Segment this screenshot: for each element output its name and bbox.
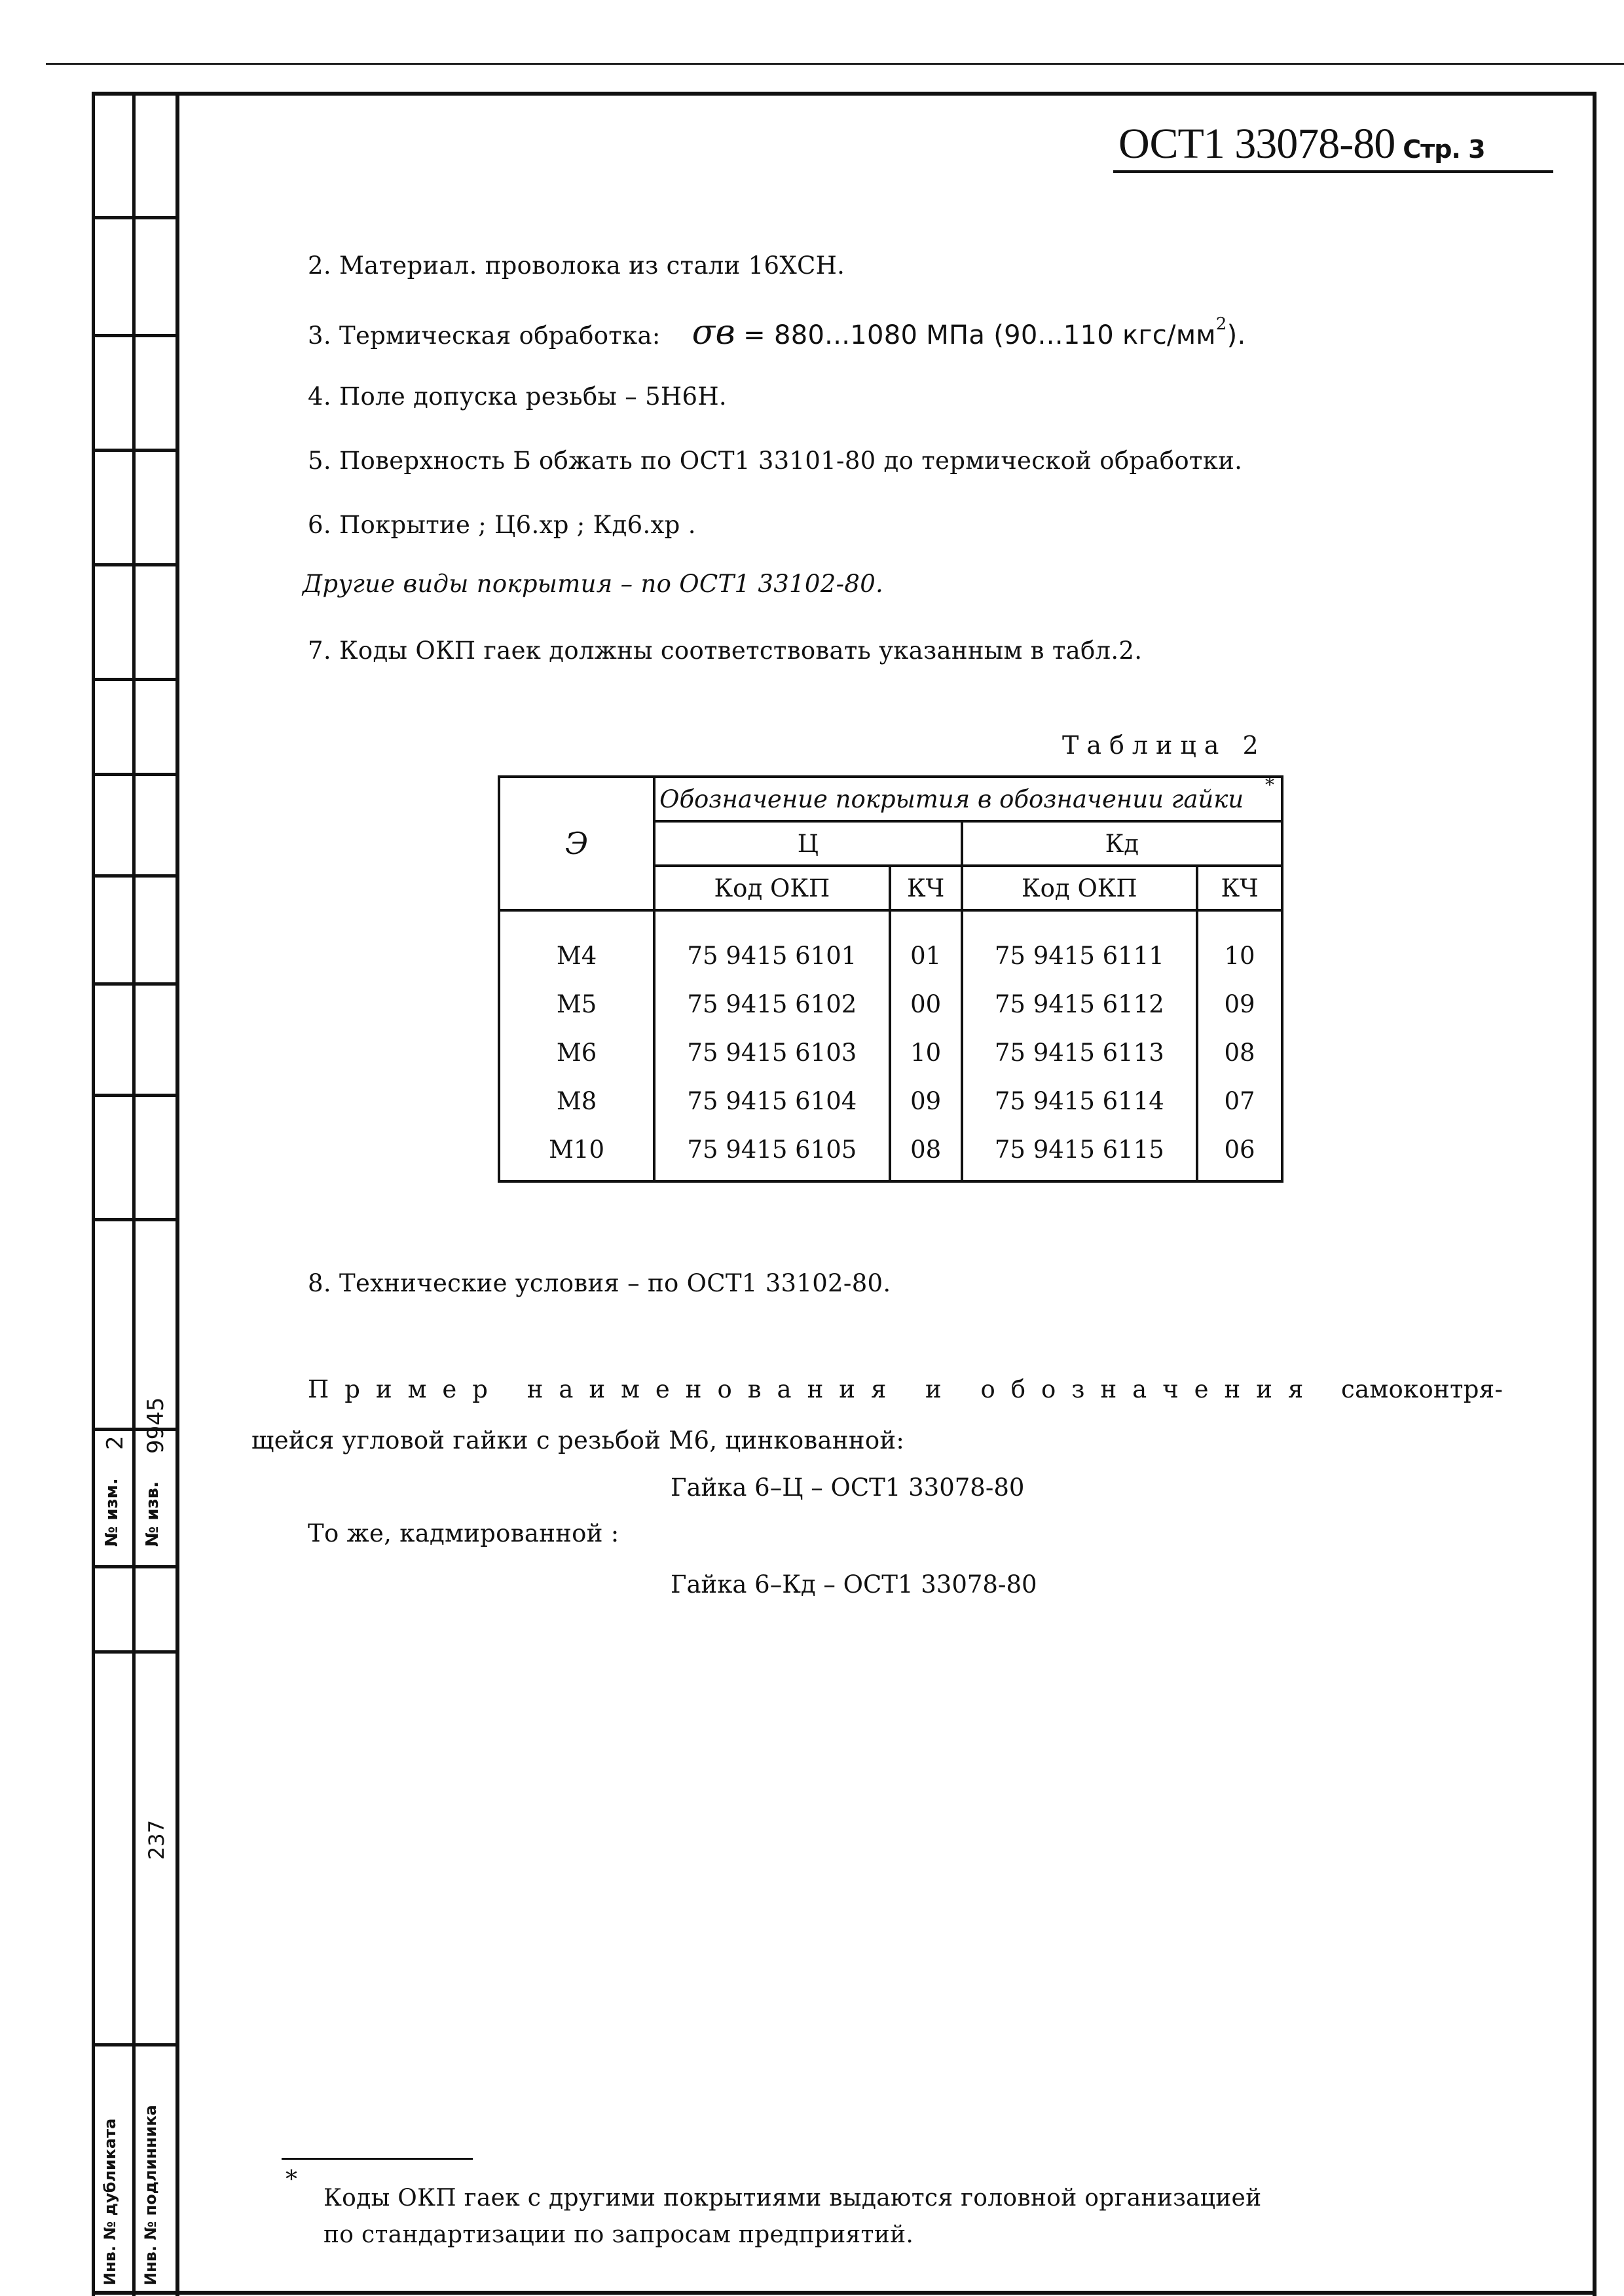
- para-okp-codes: 7. Коды ОКП гаек должны соответствовать указанным в табл.2.: [308, 637, 1143, 665]
- example-intro-spaced: Пример наименования и обозначения: [308, 1375, 1320, 1403]
- example-intro: [308, 1375, 1319, 1403]
- col-code-cd: Код ОКП: [962, 866, 1198, 910]
- footnote-line1: Коды ОКП гаек с другими покрытиями выдаются головной организацией: [323, 2185, 1262, 2212]
- col-kch-zn: КЧ: [890, 866, 962, 910]
- frame-left: [175, 92, 179, 2296]
- table-footnote-mark: *: [1265, 774, 1274, 796]
- cell-size: М4: [499, 910, 654, 980]
- para-heat-treatment: [308, 313, 1246, 352]
- example-line2: щейся угловой гайки с резьбой М6, цинкованной:: [251, 1426, 905, 1454]
- para-thread-tolerance: 4. Поле допуска резьбы – 5Н6Н.: [308, 382, 727, 411]
- para-coating: 6. Покрытие ; Ц6.хр ; Кд6.хр .: [308, 511, 696, 539]
- strip-divider: [92, 773, 175, 776]
- strip-divider: [92, 216, 175, 219]
- strip-divider: [92, 449, 175, 452]
- other-coatings-text: Другие виды покрытия – по ОСТ1 33102-80.: [303, 570, 884, 598]
- page-label: Стр. 3: [1403, 135, 1485, 164]
- col-kch-cd: КЧ: [1197, 866, 1282, 910]
- para-surface: 5. Поверхность Б обжать по ОСТ1 33101-80 до термической обработки.: [308, 447, 1243, 475]
- cell-kch-cd: 08: [1197, 1028, 1282, 1077]
- group-header: Обозначение покрытия в обозначении гайки: [654, 777, 1282, 821]
- cell-kch-zn: 10: [890, 1028, 962, 1077]
- strip-divider: [92, 982, 175, 986]
- cell-kch-cd: 07: [1197, 1077, 1282, 1125]
- col-code-zn: Код ОКП: [654, 866, 890, 910]
- cell-code-cd: 75 9415 6114: [962, 1077, 1198, 1125]
- table-row: [499, 1028, 1282, 1077]
- designation-zn: Гайка 6–Ц – ОСТ1 33078-80: [671, 1473, 1025, 1502]
- strip-divider: [92, 334, 175, 337]
- cell-code-cd: 75 9415 6112: [962, 980, 1198, 1028]
- strip-divider: [92, 1094, 175, 1097]
- superscript: 2: [1215, 314, 1227, 334]
- izm-label: № изм.: [102, 1478, 122, 1547]
- strip-line-outer: [92, 92, 95, 2296]
- izv-value: 9945: [143, 1397, 169, 1454]
- cell-code-zn: 75 9415 6104: [654, 1077, 890, 1125]
- strip-divider: [92, 563, 175, 566]
- strip-divider: [92, 874, 175, 878]
- cell-code-zn: 75 9415 6102: [654, 980, 890, 1028]
- footnote-rule: [282, 2158, 473, 2160]
- cell-kch-cd: 10: [1197, 910, 1282, 980]
- para-material: 2. Материал. проволока из стали 16ХСН.: [308, 251, 845, 280]
- strip-line-middle: [132, 92, 136, 2296]
- designation-cd: Гайка 6–Кд – ОСТ1 33078-80: [671, 1570, 1037, 1599]
- cell-size: М10: [499, 1125, 654, 1181]
- strip-divider: [92, 1650, 175, 1654]
- inv-podl-label: Инв. № подлинника: [141, 2105, 160, 2286]
- top-rule: [46, 63, 1624, 65]
- cell-kch-cd: 09: [1197, 980, 1282, 1028]
- coating-header-zn: Ц: [654, 821, 961, 866]
- coating-header-cd: Кд: [962, 821, 1282, 866]
- strip-divider: [92, 1218, 175, 1221]
- frame-bottom: [92, 2291, 1596, 2295]
- same-cadmium-label: То же, кадмированной :: [308, 1519, 619, 1547]
- cell-kch-cd: 06: [1197, 1125, 1282, 1181]
- frame-right: [1593, 92, 1596, 2296]
- heat-treatment-value: = 880...1080 МПа (90...110 кгс/мм: [743, 320, 1216, 350]
- table-caption: Таблица 2: [1062, 731, 1266, 760]
- heat-treatment-label: 3. Термическая обработка:: [308, 322, 661, 350]
- sigma-symbol: σв: [692, 313, 736, 352]
- cell-size: М6: [499, 1028, 654, 1077]
- cell-code-cd: 75 9415 6115: [962, 1125, 1198, 1181]
- inv-podl-value: 237: [144, 1819, 169, 1860]
- para-tech-conditions: 8. Технические условия – по ОСТ1 33102-80.: [308, 1269, 891, 1297]
- table-row: [499, 1125, 1282, 1181]
- table-row: [499, 910, 1282, 980]
- cell-kch-zn: 00: [890, 980, 962, 1028]
- cell-code-zn: 75 9415 6105: [654, 1125, 890, 1181]
- example-intro-tail: самоконтря-: [1341, 1375, 1504, 1403]
- strip-divider: [92, 2043, 175, 2046]
- cell-code-zn: 75 9415 6103: [654, 1028, 890, 1077]
- symbol-header: [499, 777, 654, 910]
- heat-treatment-end: ).: [1227, 320, 1246, 350]
- doc-code: [1118, 119, 1485, 169]
- cell-kch-zn: 01: [890, 910, 962, 980]
- cell-size: М5: [499, 980, 654, 1028]
- margin-strip: [92, 92, 175, 2296]
- strip-divider: [92, 678, 175, 681]
- table-row: [499, 1077, 1282, 1125]
- cell-kch-zn: 08: [890, 1125, 962, 1181]
- symbol-header-text: Э: [564, 826, 589, 861]
- para-other-coatings: [303, 570, 883, 598]
- footnote-line2: по стандартизации по запросам предприятий.: [323, 2221, 914, 2248]
- table-row: [499, 980, 1282, 1028]
- okp-table: [498, 775, 1283, 1183]
- cell-code-zn: 75 9415 6101: [654, 910, 890, 980]
- doc-code-number: ОСТ1 33078-80: [1118, 120, 1395, 168]
- footnote-mark: *: [286, 2166, 297, 2193]
- inv-dubl-label: Инв. № дубликата: [101, 2118, 119, 2286]
- doc-code-underline: [1113, 170, 1553, 173]
- izv-label: № изв.: [143, 1481, 162, 1547]
- strip-divider: [92, 1565, 175, 1568]
- cell-kch-zn: 09: [890, 1077, 962, 1125]
- cell-code-cd: 75 9415 6111: [962, 910, 1198, 980]
- cell-code-cd: 75 9415 6113: [962, 1028, 1198, 1077]
- izm-value: 2: [102, 1435, 128, 1450]
- frame-top: [92, 92, 1596, 96]
- cell-size: М8: [499, 1077, 654, 1125]
